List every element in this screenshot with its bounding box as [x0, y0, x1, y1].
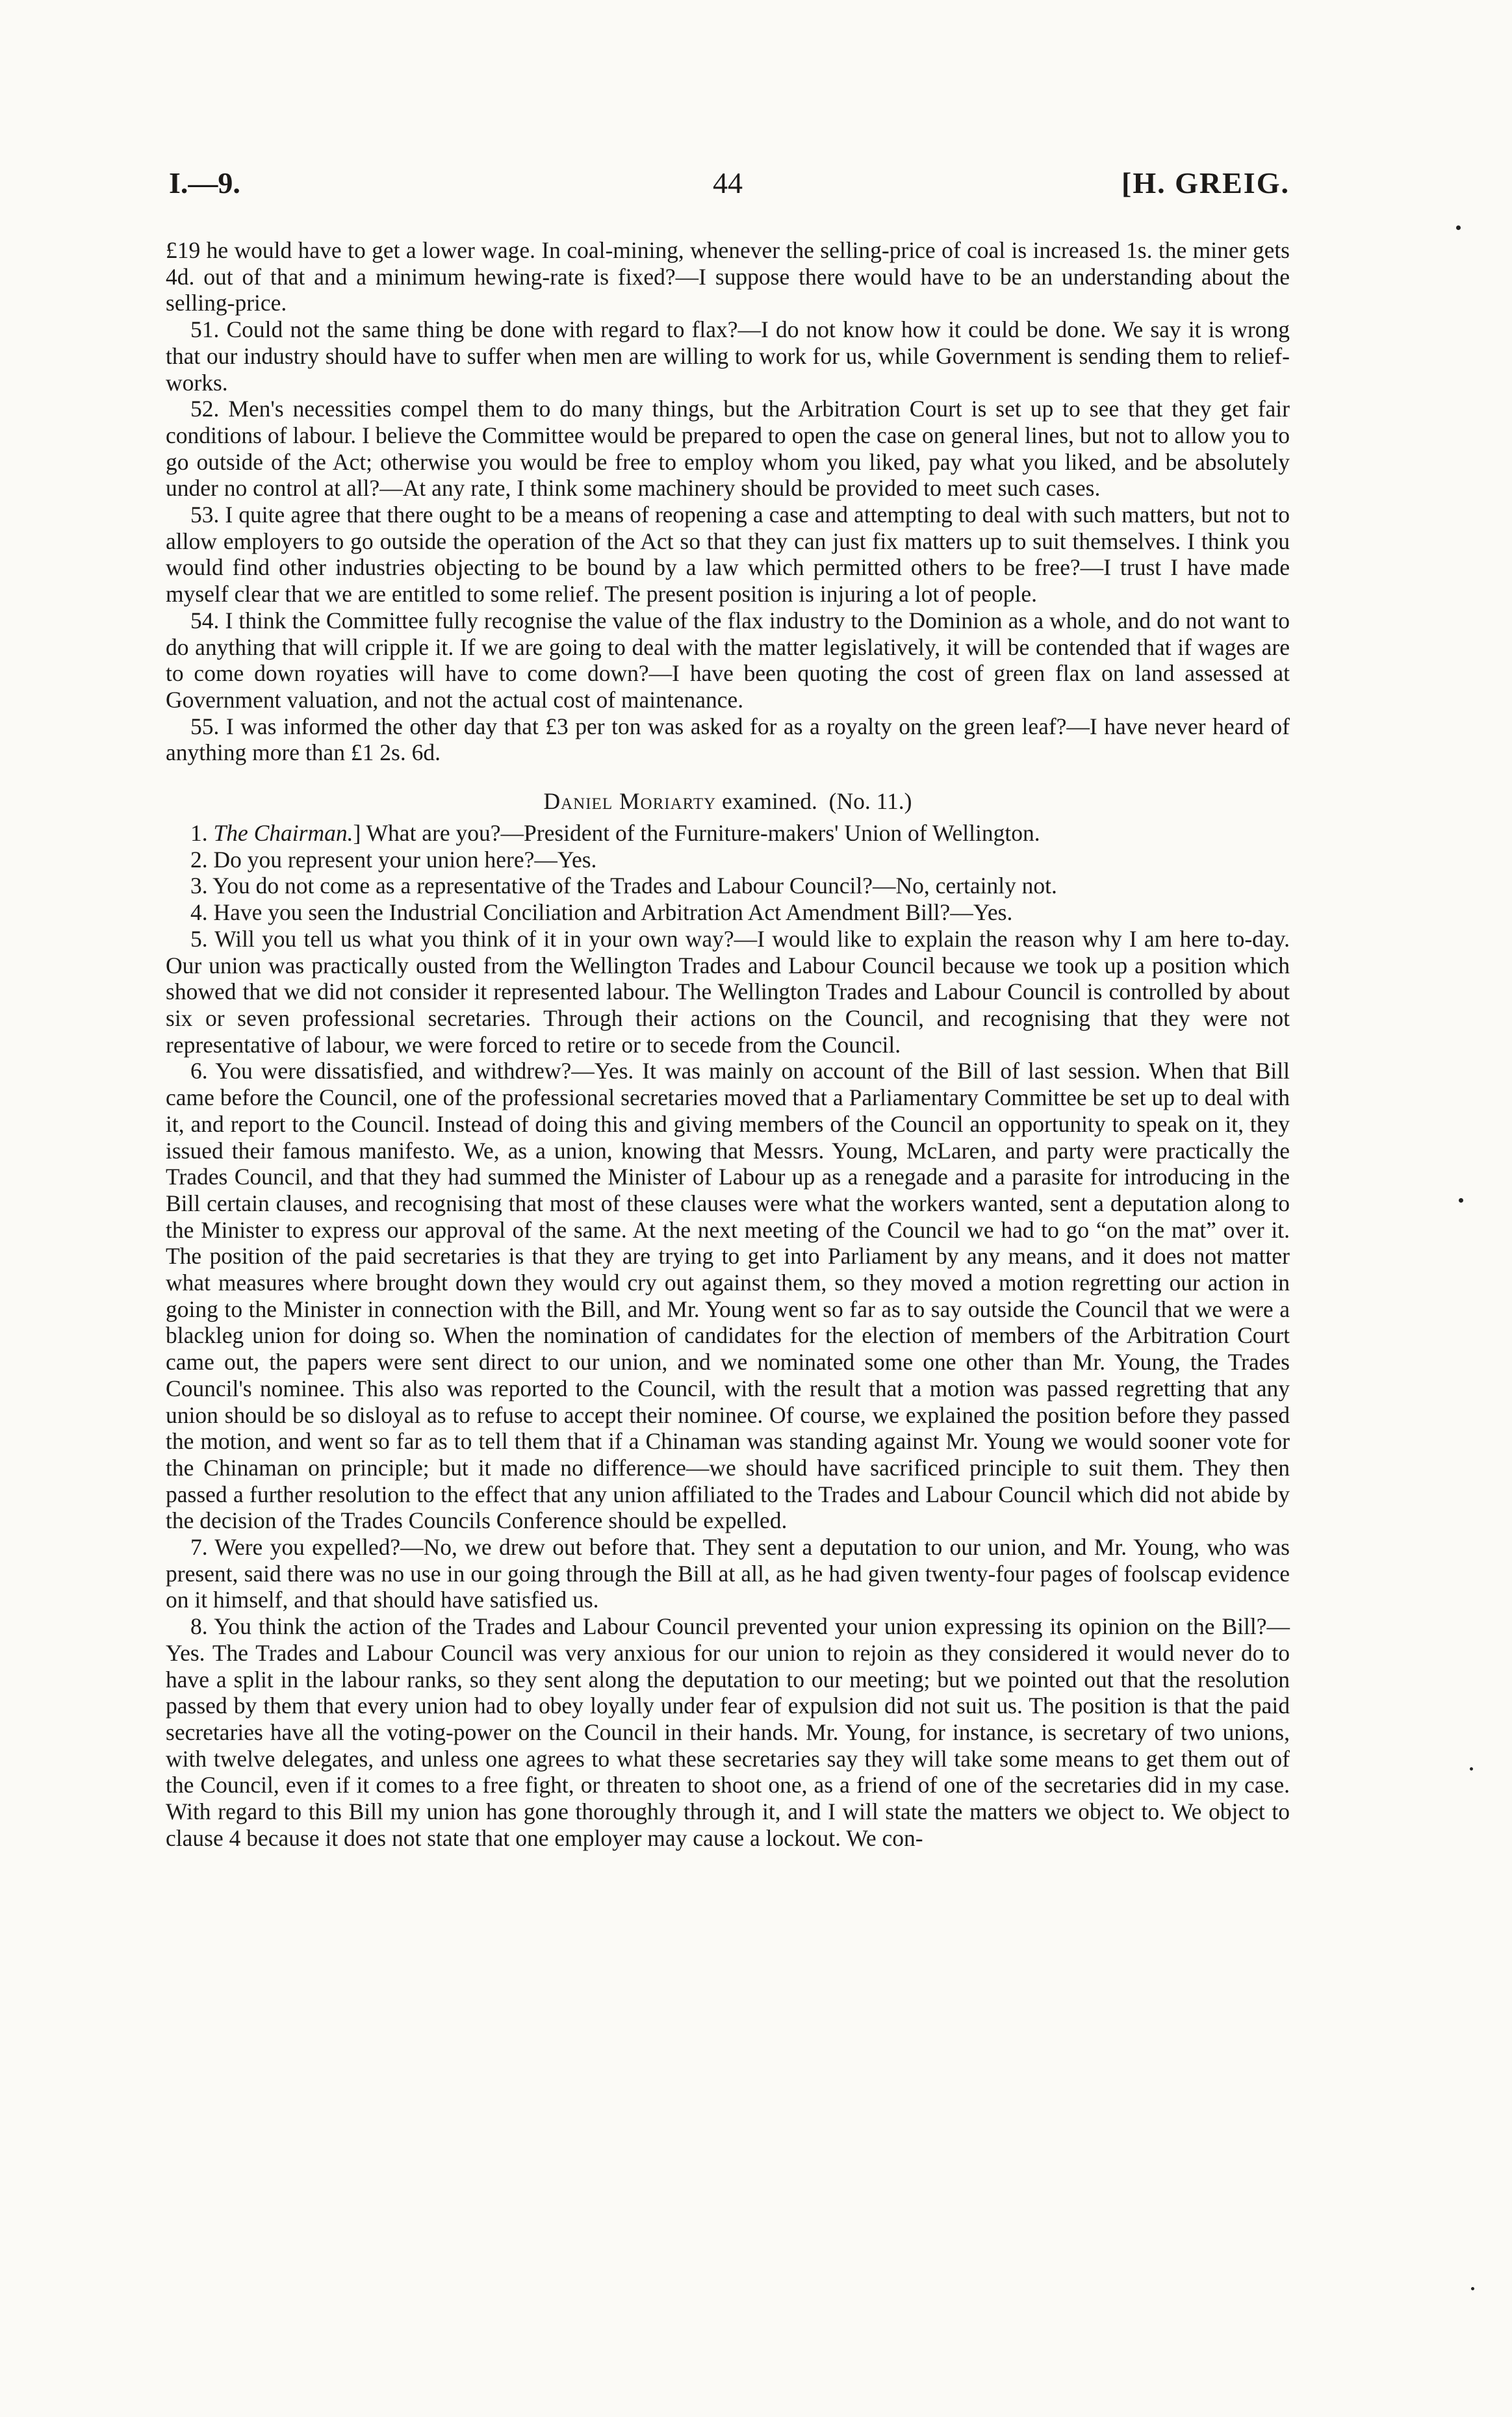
witness-number: (No. 11.) [828, 788, 912, 815]
page-header [166, 166, 1290, 211]
witness-heading [166, 788, 1290, 815]
document-page [166, 166, 1290, 1851]
paragraph: 4. Have you seen the Industrial Conciliation and Arbitration Act Amendment Bill?—Yes. [190, 899, 1013, 926]
paragraph: 5. Will you tell us what you think of it in your own way?—I would like to explain the reason why I am here to-day. Our union was practically ousted from the Wellington Trades and Labour Council because we took up a position which showed that we did not consider it represented labour. The Wellington Trades and Labour Council is controlled by about six or seven professional secretaries. Through their actions on the Council, and recognising that they were not representative of labour, we were forced to retire or to secede from the Council. [166, 925, 1290, 1058]
question-number: 1. [190, 820, 208, 847]
witness-running-head: [H. GREIG. [1121, 166, 1290, 199]
speaker: The Chairman. [213, 820, 353, 847]
scan-speck [1470, 1767, 1473, 1771]
report-code: I.—9. [169, 166, 240, 199]
paragraph: 2. Do you represent your union here?—Yes. [190, 846, 597, 873]
paragraph: 55. I was informed the other day that £3 per ton was asked for as a royalty on the green leaf?—I have never heard of anything more than £1 2s. 6d. [166, 713, 1290, 766]
question-text: ] What are you?—President of the Furniture-makers' Union of Wellington. [353, 820, 1040, 847]
evidence-body [166, 237, 1290, 1851]
paragraph [166, 820, 1290, 847]
scan-speck [1459, 1198, 1463, 1203]
paragraph: 54. I think the Committee fully recognise the value of the flax industry to the Dominion as a whole, and do not want to do anything that will cripple it. If we are going to deal with the matter legislatively, it will be contended that if wages are to come down royaties will have to come down?—I have been quoting the cost of green flax on land assessed at Government valuation, and not the actual cost of maintenance. [166, 607, 1290, 713]
witness-name: Daniel Moriarty [543, 788, 717, 815]
scan-speck [1471, 2287, 1474, 2290]
paragraph: 3. You do not come as a representative of the Trades and Labour Council?—No, certainly not. [190, 873, 1057, 899]
paragraph: 52. Men's necessities compel them to do many things, but the Arbitration Court is set up to see that they get fair conditions of labour. I believe the Committee would be prepared to open the case on general lines, but not to allow you to go outside of the Act; otherwise you would be free to employ whom you liked, pay what you liked, and be absolutely under no control at all?—At any rate, I think some machinery should be provided to meet such cases. [166, 396, 1290, 502]
paragraph: £19 he would have to get a lower wage. In coal-mining, whenever the selling-price of coal is increased 1s. the miner gets 4d. out of that and a minimum hewing-rate is fixed?—I suppose there would have to be an understanding about the selling-price. [166, 237, 1290, 316]
paragraph: 51. Could not the same thing be done with regard to flax?—I do not know how it could be done. We say it is wrong that our industry should have to suffer when men are willing to work for us, while Government is sending them to relief-works. [166, 316, 1290, 396]
paragraph: 6. You were dissatisfied, and withdrew?—Yes. It was mainly on account of the Bill of last session. When that Bill came before the Council, one of the professional secretaries moved that a Parliamentary Committee be set up to deal with it, and report to the Council. Instead of doing this and giving members of the Council an opportunity to speak on it, they issued their famous manifesto. We, as a union, knowing that Messrs. Young, McLaren, and party were practically the Trades Council, and that they had summed the Minister of Labour up as a renegade and a parasite for introducing in the Bill certain clauses, and recognising that most of these clauses were what the workers wanted, sent a deputation along to the Minister to express our approval of the same. At the next meeting of the Council we had to go “on the mat” over it. The position of the paid secretaries is that they are trying to get into Parliament by any means, and it does not matter what measures where brought down they would cry out against them, so they moved a motion regretting our action in going to the Minister in connection with the Bill, and Mr. Young went so far as to say outside the Council that we were a blackleg union for doing so. When the nomination of candidates for the election of members of the Arbitration Court came out, the papers were sent direct to our union, and we nominated some one other than Mr. Young, the Trades Council's nominee. This also was reported to the Council, with the result that a motion was passed regretting that any union should be so disloyal as to refuse to accept their nominee. Of course, we explained the position before they passed the motion, and went so far as to tell them that if a Chinaman was standing against Mr. Young we would sooner vote for the Chinaman on principle; but it made no difference—we should have sacrificed principle to suit them. They then passed a further resolution to the effect that any union affiliated to the Trades and Labour Council which did not abide by the decision of the Trades Councils Conference should be expelled. [166, 1058, 1290, 1534]
paragraph: 7. Were you expelled?—No, we drew out before that. They sent a deputation to our union, and Mr. Young, who was present, said there was no use in our going through the Bill at all, as he had given twenty-four pages of foolscap evidence on it himself, and that should have satisfied us. [166, 1534, 1290, 1613]
scan-speck [1456, 225, 1461, 230]
paragraph: 53. I quite agree that there ought to be a means of reopening a case and attempting to deal with such matters, but not to allow employers to go outside the operation of the Act so that they can just fix matters up to suit themselves. I think you would find other industries objecting to be bound by a law which permitted others to be free?—I trust I have made myself clear that we are entitled to some relief. The present position is injuring a lot of people. [166, 502, 1290, 607]
paragraph: 8. You think the action of the Trades and Labour Council prevented your union expressing its opinion on the Bill?—Yes. The Trades and Labour Council was very anxious for our union to rejoin as they considered it would never do to have a split in the labour ranks, so they sent along the deputation to our meeting; but we pointed out that the resolution passed by them that every union had to obey loyally under fear of expulsion did not suit us. The position is that the paid secretaries have all the voting-power on the Council in their hands. Mr. Young, for instance, is secretary of two unions, with twelve delegates, and unless one agrees to what these secretaries say they will take some means to get them out of the Council, even if it comes to a free fight, or threaten to shoot one, as a friend of one of the secretaries did in my case. With regard to this Bill my union has gone thoroughly through it, and I will state the matters we object to. We object to clause 4 because it does not state that one employer may cause a lockout. We con- [166, 1613, 1290, 1851]
witness-heading-suffix: examined. [722, 788, 817, 815]
page-number: 44 [713, 166, 743, 199]
